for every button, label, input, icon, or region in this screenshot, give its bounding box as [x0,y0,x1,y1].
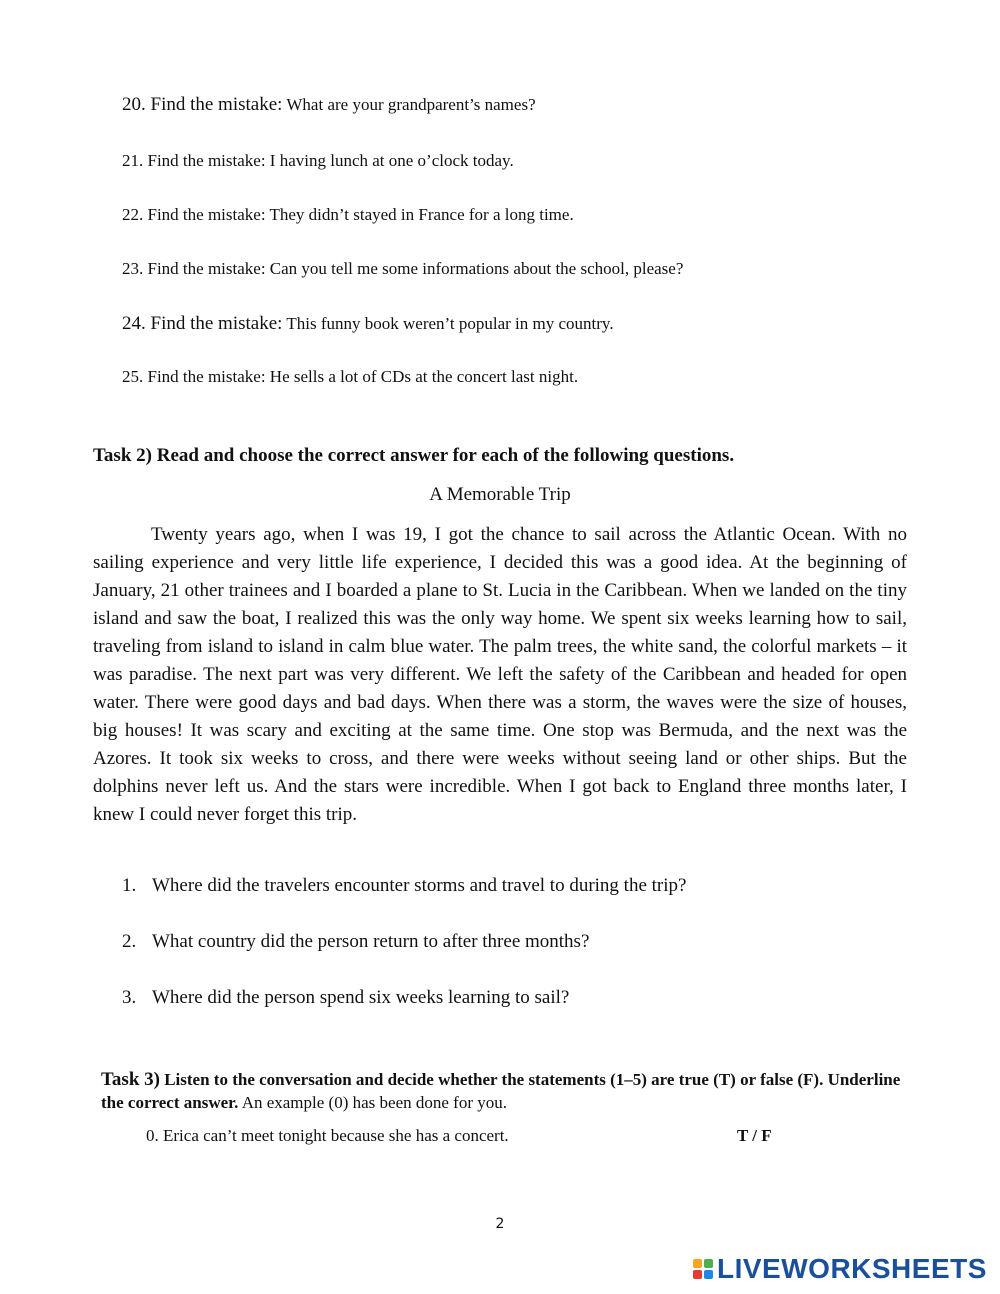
task2-heading: Task 2) Read and choose the correct answer for each of the following questions. [93,445,735,466]
question-number: 3. [122,987,137,1008]
mistake-item-21 [122,150,514,172]
task3-note: An example (0) has been done for you. [241,1093,507,1112]
mistake-prefix: 25. Find the mistake: [122,367,266,386]
true-false-choice[interactable]: T / F [737,1126,772,1145]
logo-square-3 [693,1270,702,1279]
mistake-sentence: Can you tell me some informations about the school, please? [269,259,684,278]
task3-heading [101,1068,921,1114]
mistake-sentence: What are your grandparent’s names? [286,95,536,114]
page-number: 2 [495,1216,505,1232]
task3-example-statement: 0. Erica can’t meet tonight because she has a concert. [146,1126,509,1145]
task3-instruction: Listen to the conversation and decide whether the statements (1–5) are true (T) or false (F). Underline the correct answer. [101,1070,901,1112]
logo-square-1 [693,1259,702,1268]
mistake-item-22 [122,204,574,226]
reading-passage: Twenty years ago, when I was 19, I got the chance to sail across the Atlantic Ocean. With no sailing experience and very little life experience, I decided this was a good idea. At the beginning of January, 21 other trainees and I boarded a plane to St. Lucia in the Caribbean. When we landed on the tiny island and saw the boat, I realized this was the only way home. We spent six weeks learning how to sail, traveling from island to island in calm blue water. The palm trees, the white sand, the colorful markets – it was paradise. The next part was very different. We left the safety of the Caribbean and headed for open water. There were good days and bad days. When there was a storm, the waves were the size of houses, big houses! It was scary and exciting at the same time. One stop was Bermuda, and the next was the Azores. It took six weeks to cross, and there were weeks without seeing land or other ships. But the dolphins never left us. And the stars were incredible. When I got back to England three months later, I knew I could never forget this trip. [93,524,907,825]
logo-square-4 [704,1270,713,1279]
brand-name: LIVEWORKSHEETS [717,1253,987,1284]
question-number: 1. [122,875,137,896]
liveworksheets-logo[interactable] [693,1252,987,1286]
mistake-item-25 [122,366,578,388]
question-text: Where did the travelers encounter storms and travel to during the trip? [152,875,687,896]
mistake-prefix: 24. Find the mistake: [122,313,283,334]
question-text: What country did the person return to after three months? [152,931,590,952]
story-title: A Memorable Trip [429,484,571,505]
task3-label: Task 3) [101,1069,160,1090]
question-2 [122,930,589,954]
mistake-prefix: 20. Find the mistake: [122,94,283,115]
question-text: Where did the person spend six weeks learning to sail? [152,987,570,1008]
mistake-sentence: This funny book weren’t popular in my country. [286,314,614,333]
question-1 [122,874,686,898]
question-3 [122,986,569,1010]
mistake-prefix: 23. Find the mistake: [122,259,266,278]
mistake-item-24 [122,313,614,335]
mistake-sentence: They didn’t stayed in France for a long time. [269,205,574,224]
mistake-item-20 [122,94,536,116]
question-number: 2. [122,931,137,952]
mistake-sentence: He sells a lot of CDs at the concert last night. [269,367,579,386]
logo-square-2 [704,1259,713,1268]
mistake-item-23 [122,258,683,280]
mistake-sentence: I having lunch at one o’clock today. [269,151,514,170]
mistake-prefix: 21. Find the mistake: [122,151,266,170]
liveworksheets-mark-icon [693,1259,713,1279]
mistake-prefix: 22. Find the mistake: [122,205,266,224]
